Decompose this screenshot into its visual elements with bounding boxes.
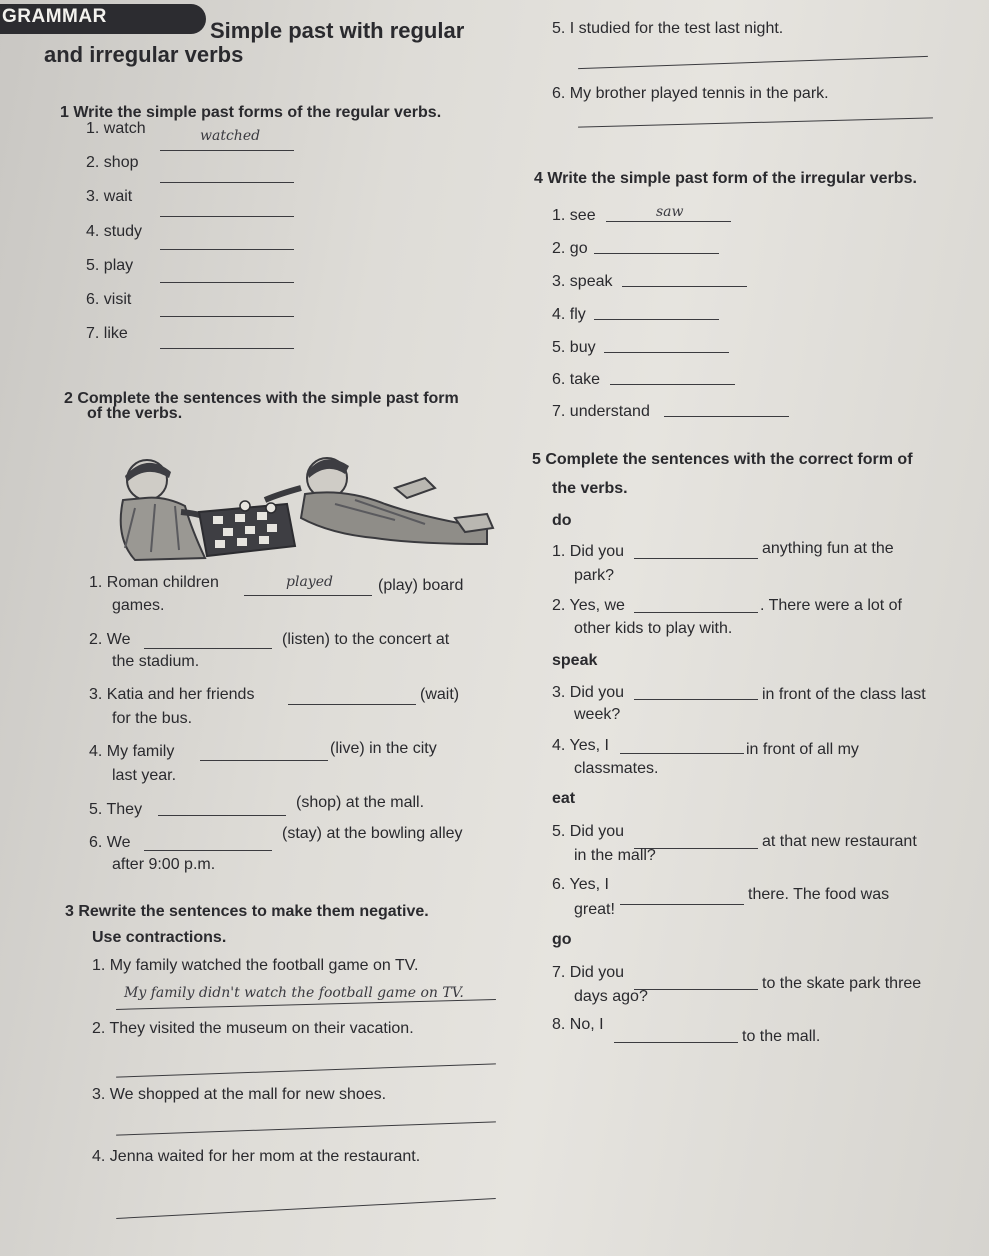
ex3-s3: 3. We shopped at the mall for new shoes.	[92, 1086, 387, 1103]
ex4-blank-2[interactable]	[594, 253, 719, 254]
ex3-s2: 2. They visited the museum on their vacation.	[92, 1020, 414, 1037]
ex5-s7-part1: 7. Did you	[552, 964, 625, 981]
ex3-blank-3[interactable]	[116, 1121, 496, 1135]
ex2-blank-2[interactable]	[144, 648, 272, 649]
ex5-s2-part3: other kids to play with.	[574, 620, 733, 637]
ex2-s4-part3: last year.	[112, 767, 177, 784]
ex5-verb-do: do	[552, 512, 572, 529]
ex5-verb-eat: eat	[552, 790, 576, 807]
ex1-answer-1: watched	[200, 128, 261, 144]
ex3-blank-5[interactable]	[578, 56, 928, 69]
ex4-item-1: 1. see	[552, 207, 596, 224]
ex5-s6-part2: there. The food was	[748, 886, 890, 903]
ex5-s4-part2: in front of all my	[746, 741, 859, 758]
ex5-s6-part1: 6. Yes, I	[552, 876, 609, 893]
ex1-blank-6[interactable]	[160, 316, 294, 317]
ex4-item-7: 7. understand	[552, 403, 650, 420]
ex2-heading-line1: 2 Complete the sentences with the simple past form	[64, 390, 459, 407]
ex5-s8-part1: 8. No, I	[552, 1016, 604, 1033]
page-title-line2: and irregular verbs	[44, 42, 244, 67]
ex1-heading: 1 Write the simple past forms of the regular verbs.	[60, 104, 442, 121]
ex1-blank-7[interactable]	[160, 348, 294, 349]
grammar-badge-label: GRAMMAR	[2, 6, 107, 27]
ex2-s6-part3: after 9:00 p.m.	[112, 856, 216, 873]
ex4-blank-6[interactable]	[610, 384, 735, 385]
ex1-blank-5[interactable]	[160, 282, 294, 283]
ex5-s7-part2: to the skate park three	[762, 975, 922, 992]
ex3-s1-answer: My family didn't watch the football game on TV.	[124, 985, 464, 1001]
ex5-verb-go: go	[552, 931, 572, 948]
ex2-blank-6[interactable]	[144, 850, 272, 851]
ex5-s2-part1: 2. Yes, we	[552, 597, 625, 614]
ex1-item-4: 4. study	[86, 223, 143, 240]
ex5-s8-part2: to the mall.	[742, 1028, 821, 1045]
ex1-item-1: 1. watch	[86, 120, 146, 137]
ex2-s2-part1: 2. We	[89, 631, 131, 648]
ex1-item-5: 5. play	[86, 257, 134, 274]
ex2-s2-part2: (listen) to the concert at	[282, 631, 450, 648]
ex1-item-3: 3. wait	[86, 188, 133, 205]
ex2-s3-part3: for the bus.	[112, 710, 193, 727]
ex4-blank-3[interactable]	[622, 286, 747, 287]
ex1-blank-3[interactable]	[160, 216, 294, 217]
ex3-heading-line1: 3 Rewrite the sentences to make them negative.	[65, 903, 429, 920]
ex5-s5-part2: at that new restaurant	[762, 833, 917, 850]
ex5-s2-part2: . There were a lot of	[760, 597, 902, 614]
ex2-s2-part3: the stadium.	[112, 653, 200, 670]
grammar-badge	[0, 4, 206, 34]
ex3-blank-4[interactable]	[116, 1198, 496, 1219]
ex5-blank-3[interactable]	[634, 699, 758, 700]
ex5-s4-part3: classmates.	[574, 760, 659, 777]
ex4-heading: 4 Write the simple past form of the irregular verbs.	[534, 170, 917, 187]
ex2-s1-part1: 1. Roman children	[89, 574, 219, 591]
ex1-blank-2[interactable]	[160, 182, 294, 183]
ex5-s7-part3: days ago?	[574, 988, 648, 1005]
ex5-s5-part1: 5. Did you	[552, 823, 625, 840]
ex4-item-3: 3. speak	[552, 273, 613, 290]
ex2-blank-1[interactable]	[244, 595, 372, 596]
ex4-blank-1[interactable]	[606, 221, 731, 222]
ex5-s3-part1: 3. Did you	[552, 684, 625, 701]
ex1-blank-4[interactable]	[160, 249, 294, 250]
ex4-answer-1: saw	[656, 204, 684, 220]
ex2-blank-5[interactable]	[158, 815, 286, 816]
ex3-blank-2[interactable]	[116, 1063, 496, 1077]
ex2-s4-part2: (live) in the city	[330, 740, 437, 757]
ex2-s4-part1: 4. My family	[89, 743, 175, 760]
ex2-s1-part3: games.	[112, 597, 165, 614]
ex2-s3-part1: 3. Katia and her friends	[89, 686, 255, 703]
ex5-blank-7[interactable]	[634, 989, 758, 990]
ex2-heading-line2: of the verbs.	[87, 405, 183, 422]
ex3-s1: 1. My family watched the football game on TV.	[92, 957, 419, 974]
ex5-s6-part3: great!	[574, 901, 615, 918]
ex4-item-4: 4. fly	[552, 306, 586, 323]
ex4-blank-7[interactable]	[664, 416, 789, 417]
ex1-blank-1[interactable]	[160, 150, 294, 151]
ex5-s4-part1: 4. Yes, I	[552, 737, 609, 754]
ex1-item-7: 7. like	[86, 325, 128, 342]
ex2-s3-part2: (wait)	[420, 686, 460, 703]
ex3-s5: 5. I studied for the test last night.	[552, 20, 784, 37]
ex5-verb-speak: speak	[552, 652, 598, 669]
ex5-heading-line1: 5 Complete the sentences with the correct form of	[532, 451, 913, 468]
ex5-s5-part3: in the mall?	[574, 847, 656, 864]
ex2-blank-3[interactable]	[288, 704, 416, 705]
ex1-item-6: 6. visit	[86, 291, 132, 308]
ex4-item-2: 2. go	[552, 240, 588, 257]
ex2-blank-4[interactable]	[200, 760, 328, 761]
ex4-blank-5[interactable]	[604, 352, 729, 353]
ex5-heading-line2: the verbs.	[552, 480, 628, 497]
ex5-s3-part2: in front of the class last	[762, 686, 926, 703]
ex2-s6-part2: (stay) at the bowling alley	[282, 825, 463, 842]
ex3-heading-line2: Use contractions.	[92, 929, 227, 946]
ex4-item-6: 6. take	[552, 371, 601, 388]
ex5-s3-part3: week?	[574, 706, 621, 723]
ex2-s5-part2: (shop) at the mall.	[296, 794, 425, 811]
ex5-blank-8[interactable]	[614, 1042, 738, 1043]
ex3-blank-6[interactable]	[578, 117, 933, 127]
ex2-s1-part2: (play) board	[378, 577, 464, 594]
ex1-item-2: 2. shop	[86, 154, 139, 171]
ex2-s6-part1: 6. We	[89, 834, 131, 851]
ex5-s1-part3: park?	[574, 567, 615, 584]
ex5-blank-2[interactable]	[634, 612, 758, 613]
children-playing-board-game-illustration	[95, 448, 495, 566]
ex4-item-5: 5. buy	[552, 339, 596, 356]
ex2-s5-part1: 5. They	[89, 801, 143, 818]
ex4-blank-4[interactable]	[594, 319, 719, 320]
ex5-blank-6[interactable]	[620, 904, 744, 905]
ex5-s1-part1: 1. Did you	[552, 543, 625, 560]
ex5-blank-4[interactable]	[620, 753, 744, 754]
ex5-s1-part2: anything fun at the	[762, 540, 894, 557]
ex3-s4: 4. Jenna waited for her mom at the restaurant.	[92, 1148, 421, 1165]
ex5-blank-1[interactable]	[634, 558, 758, 559]
ex3-s6: 6. My brother played tennis in the park.	[552, 85, 829, 102]
ex2-s1-answer: played	[286, 574, 333, 590]
page-title-line1: Simple past with regular	[210, 18, 465, 43]
